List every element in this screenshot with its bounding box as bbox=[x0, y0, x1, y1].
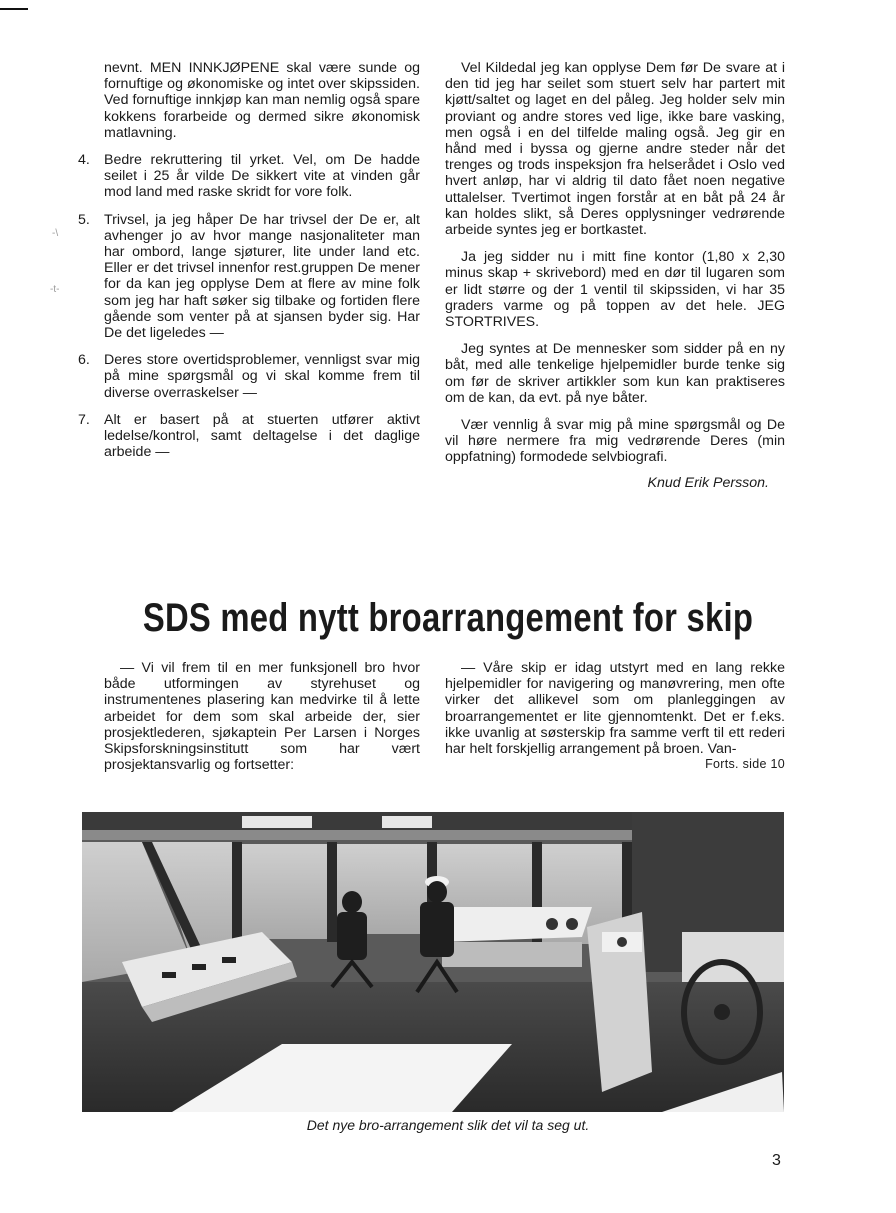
photo-caption: Det nye bro-arrangement slik det vil ta seg ut. bbox=[306, 1117, 590, 1133]
page-number: 3 bbox=[772, 1152, 781, 1169]
list-item-text: Deres store overtidsproblemer, vennligst svar mig på mine spørgsmål og vi skal komme frem til diverse overraskelser — bbox=[104, 352, 420, 401]
left-intro-paragraph: nevnt. MEN INNKJØPENE skal være sunde og fornuftige og økonomiske og intet over skipssiden. Ved fornuftige innkjøp kan man nemlig også spare kokkens forarbeide og dermed sikre økonomisk matlavning. bbox=[104, 60, 420, 141]
list-number: 7. bbox=[78, 411, 90, 428]
bridge-photo bbox=[82, 812, 784, 1112]
list-number: 5. bbox=[78, 211, 90, 228]
list-item-text: Alt er basert på at stuerten utfører aktivt ledelse/kontrol, samt deltagelse i det daglige arbeide — bbox=[104, 411, 420, 461]
list-item bbox=[78, 352, 420, 401]
bridge-photo-illustration bbox=[82, 812, 784, 1112]
right-paragraph: Ja jeg sidder nu i mitt fine kontor (1,80 x 2,30 minus skap + skrivebord) med en dør til lugaren som er lidt større og der 1 ventil til skipssiden, vi har 35 graders varme og på toppen av det hele. JEG STORTRIVES. bbox=[445, 249, 785, 331]
left-column bbox=[78, 60, 420, 471]
article-paragraph: — Våre skip er idag utstyrt med en lang rekke hjelpemidler for navigering og manøvrering, men ofte virker det allikevel som om planleggingen av broarrangementet er lite gjennomtenkt. Det er f.eks. ikke uvanlig at søsterskip fra samme verft til ett rederi har helt forskjellig arrangement på broen. Van- bbox=[445, 660, 785, 758]
right-paragraph: Jeg syntes at De mennesker som sidder på en ny båt, med alle tenkelige hjelpemidler burde tenke sig om før de skriver artikkler som kun kan praktiseres om de kan, da evt. på nye båter. bbox=[445, 341, 785, 406]
list-item bbox=[78, 211, 420, 342]
right-column bbox=[445, 60, 785, 491]
continued-note: Forts. side 10 bbox=[705, 757, 785, 772]
corner-crop-mark bbox=[0, 8, 28, 10]
author-signature: Knud Erik Persson. bbox=[647, 474, 769, 491]
right-paragraph: Vær vennlig å svar mig på mine spørgsmål og De vil høre nermere fra mig vedrørende Deres (min oppfatning) formodede selvbiografi. bbox=[445, 417, 785, 466]
article-headline: SDS med nytt broarrangement for skip bbox=[142, 596, 754, 640]
numbered-list bbox=[78, 152, 420, 461]
list-item bbox=[78, 152, 420, 201]
list-item-text: Bedre rekruttering til yrket. Vel, om De hadde seilet i 25 år vilde De sikkert vite at vinden går mod land med raske skridt for vore folk. bbox=[104, 152, 420, 201]
margin-pencil-mark: -\ bbox=[52, 228, 59, 239]
margin-pencil-mark: -t- bbox=[50, 284, 60, 295]
list-item bbox=[78, 411, 420, 461]
article-right-column bbox=[445, 660, 785, 772]
article-left-column bbox=[104, 660, 420, 784]
list-number: 4. bbox=[78, 152, 90, 169]
list-item-text: Trivsel, ja jeg håper De har trivsel der De er, alt avhenger jo av hvor mange nasjonaliteter man har ombord, lange sjøturer, lite under land etc. Eller er det trivsel innenfor rest.gruppen De mener for da kan jeg opplyse Dem at flere av mine folk som jeg har haft søker sig tilbake og fortiden flere gående som venter på at sjansen byder sig. Har De det ligeledes — bbox=[104, 211, 420, 342]
right-paragraph: Vel Kildedal jeg kan opplyse Dem før De svare at i den tid jeg har seilet som stuert selv har partert mit kjøtt/saltet og laget en del påleg. Jeg holder selv min proviant og andre stores ved lige, ikke bare vasking, men også i en del tilfelde maling også. Jeg gir en hånd med i byssa og gjerne andre steder når det trenges og trods inspeksjon fra helserådet i Oslo ved hvert anløp, har vi aldrig til dato fået noen negative uttalelser. Tvertimot ingen forstår at en båt på 24 år kan holdes slikt, så Deres opplysninger vedrørende arbeide syntes jeg er bortkastet. bbox=[445, 60, 785, 239]
article-paragraph: — Vi vil frem til en mer funksjonell bro hvor både utformingen av styrehuset og instrumentenes plasering kan medvirke til å lette arbeidet for dem som skal arbeide der, sier prosjektlederen, sjøkaptein Per Larsen i Norges Skipsforskningsinstitutt som har vært prosjektansvarlig og fortsetter: bbox=[104, 660, 420, 774]
list-number: 6. bbox=[78, 352, 90, 369]
